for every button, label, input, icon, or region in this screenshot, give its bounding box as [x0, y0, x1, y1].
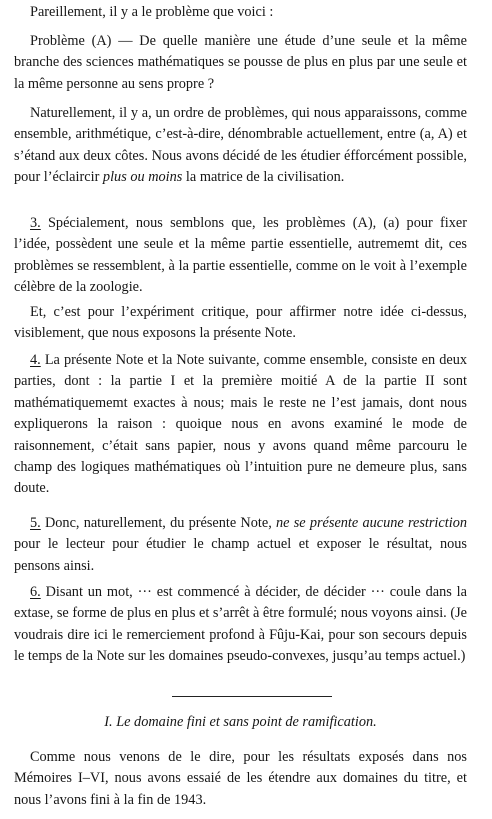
- emphasis-plus-ou-moins: plus ou moins: [102, 169, 183, 186]
- section-5-text-b: pour le lecteur pour étudier le champ actuel et exposer le résultat, nous pensons ainsi.: [14, 536, 467, 574]
- section-4-text: La présente Note et la Note suivante, comme ensemble, consiste en deux parties, dont : la partie I et la première moitié A de la partie II sont mathématiquememt exactes à nous; mais le reste ne l’est jamais, dont nous expliquerons la raison : quoique nous en avons examiné le mode de raisonnement, c’était sans papier, nous y avons quand même parcouru le champ des logiques mathématiques où l’intuition pure ne demeure plus, sans doute.: [14, 352, 467, 497]
- section-4-paragraph: [14, 350, 467, 500]
- section-divider: [172, 696, 332, 697]
- paragraph-naturellement: [14, 103, 467, 189]
- section-3-paragraph: [14, 213, 467, 299]
- paragraph-experiment: [14, 302, 467, 345]
- paragraph-naturellement-text-b: la matrice de la civilisation.: [182, 169, 345, 186]
- section-5-number: 5.: [30, 515, 41, 531]
- section-6-number: 6.: [30, 584, 41, 600]
- section-5-text-a: Donc, naturellement, du présente Note,: [40, 515, 276, 531]
- paragraph-intro: [14, 2, 467, 23]
- paragraph-probleme-a-text: Problème (A) — De quelle manière une étude d’une seule et la même branche des sciences mathématiques se pousse de plus en plus par une seule et la même personne au sens propre ?: [14, 33, 467, 92]
- section-3-text: Spécialement, nous semblons que, les problèmes (A), (a) pour fixer l’idée, possèdent une seule et la même partie essentielle, autrememt dit, ces problèmes se ressemblent, à la partie essentielle, comme on le voit à l’exemple célèbre de la zoologie.: [14, 215, 467, 296]
- emphasis-restriction: ne se présente aucune restriction: [276, 515, 467, 531]
- section-6-paragraph: [14, 582, 467, 668]
- paragraph-final: [14, 747, 467, 811]
- section-5-paragraph: [14, 513, 467, 577]
- paragraph-final-text: Comme nous venons de le dire, pour les résultats exposés dans nos Mémoires I–VI, nous avons essaié de les étendre aux domaines du titre, et nous l’avons fini à la fin de 1943.: [14, 749, 467, 808]
- paragraph-experiment-text: Et, c’est pour l’expériment critique, pour affirmer notre idée ci-dessus, visiblement, que nous exposons la présente Note.: [14, 304, 467, 342]
- section-6-text: Disant un mot, ··· est commencé à décider, de décider ··· coule dans la extase, se forme de plus en plus et s’arrêt à être formulé; nous voyons ainsi. (Je voudrais dire ici le remerciement profond à Fûju-Kai, pour son secours depuis le temps de la Note sur les domaines pseudo-convexes, jusqu’au temps actuel.): [14, 584, 467, 665]
- paragraph-intro-text: Pareillement, il y a le problème que voici :: [30, 4, 274, 20]
- paragraph-probleme-a: [14, 31, 467, 95]
- section-3-number: 3.: [30, 215, 41, 231]
- section-4-number: 4.: [30, 352, 41, 368]
- section-title-i: I. Le domaine fini et sans point de ramification.: [104, 714, 377, 730]
- paragraph-naturellement-text-a: Naturellement, il y a, un ordre de problèmes, qui nous apparaissons, comme ensemble, arithmétique, c’est-à-dire, dénombrable actuellement, entre (a, A) et s’étand aux deux côtes. Nous avons décidé de les étudier éfforcément possible, pour l’éclaircir: [14, 105, 467, 186]
